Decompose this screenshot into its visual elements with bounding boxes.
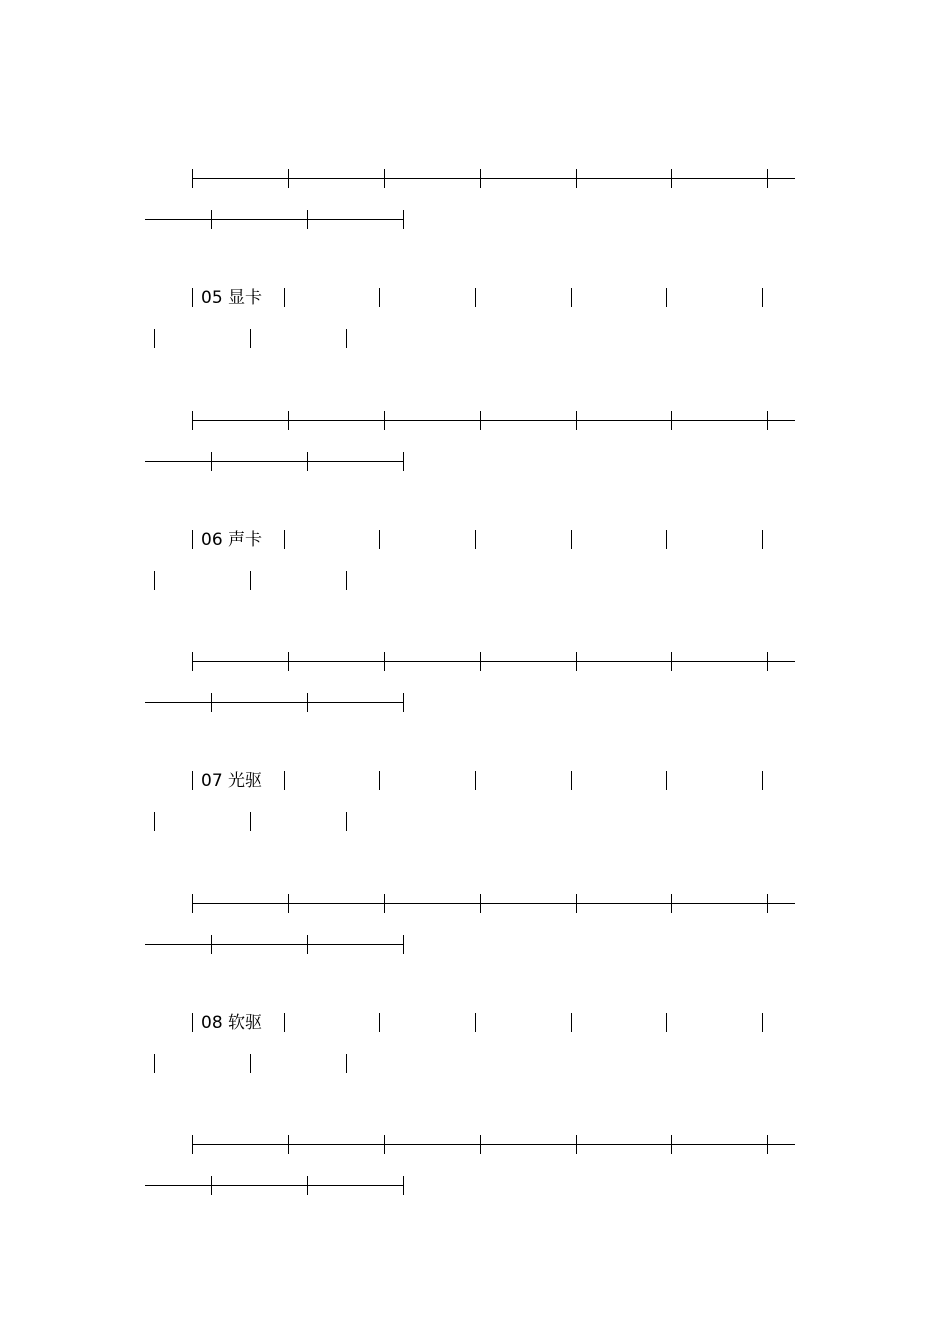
border-tick xyxy=(384,169,385,188)
horizontal-rule xyxy=(192,1144,795,1145)
cell-separator xyxy=(154,571,155,590)
border-tick xyxy=(576,1135,577,1154)
border-tick xyxy=(211,935,212,954)
cell-separator xyxy=(666,771,667,790)
cell-separator xyxy=(379,288,380,307)
cell-separator xyxy=(762,1013,763,1032)
border-tick xyxy=(288,652,289,671)
border-tick xyxy=(403,1176,404,1195)
horizontal-rule xyxy=(192,661,795,662)
border-tick xyxy=(192,1135,193,1154)
cell-separator xyxy=(379,771,380,790)
border-tick xyxy=(288,894,289,913)
border-tick xyxy=(403,452,404,471)
border-tick xyxy=(671,894,672,913)
row-label: 08 软驱 xyxy=(201,1013,263,1033)
horizontal-rule xyxy=(145,461,404,462)
border-tick xyxy=(480,652,481,671)
border-tick xyxy=(576,894,577,913)
cell-separator xyxy=(154,329,155,348)
cell-separator xyxy=(346,1054,347,1073)
border-tick xyxy=(211,1176,212,1195)
border-tick xyxy=(671,652,672,671)
horizontal-rule xyxy=(145,219,404,220)
cell-separator xyxy=(762,771,763,790)
horizontal-rule xyxy=(192,420,795,421)
border-tick xyxy=(211,452,212,471)
border-tick xyxy=(767,652,768,671)
border-tick xyxy=(671,169,672,188)
border-tick xyxy=(384,1135,385,1154)
cell-separator xyxy=(250,329,251,348)
cell-separator xyxy=(379,1013,380,1032)
cell-separator xyxy=(666,288,667,307)
border-tick xyxy=(288,411,289,430)
border-tick xyxy=(211,210,212,229)
border-tick xyxy=(403,693,404,712)
cell-separator xyxy=(154,1054,155,1073)
border-tick xyxy=(384,894,385,913)
horizontal-rule xyxy=(145,702,404,703)
border-tick xyxy=(384,411,385,430)
border-tick xyxy=(767,1135,768,1154)
cell-separator xyxy=(666,530,667,549)
cell-separator xyxy=(284,1013,285,1032)
cell-separator xyxy=(379,530,380,549)
cell-separator xyxy=(192,288,193,307)
cell-separator xyxy=(475,1013,476,1032)
border-tick xyxy=(480,411,481,430)
cell-separator xyxy=(666,1013,667,1032)
horizontal-rule xyxy=(145,1185,404,1186)
cell-separator xyxy=(284,288,285,307)
border-tick xyxy=(403,210,404,229)
cell-separator xyxy=(571,1013,572,1032)
border-tick xyxy=(576,411,577,430)
row-label: 06 声卡 xyxy=(201,530,263,550)
cell-separator xyxy=(762,530,763,549)
row-label: 05 显卡 xyxy=(201,288,263,308)
border-tick xyxy=(211,693,212,712)
cell-separator xyxy=(284,771,285,790)
border-tick xyxy=(767,411,768,430)
cell-separator xyxy=(571,288,572,307)
row-label: 07 光驱 xyxy=(201,771,263,791)
cell-separator xyxy=(192,1013,193,1032)
border-tick xyxy=(480,169,481,188)
border-tick xyxy=(192,411,193,430)
border-tick xyxy=(671,411,672,430)
cell-separator xyxy=(284,530,285,549)
border-tick xyxy=(403,935,404,954)
border-tick xyxy=(767,894,768,913)
cell-separator xyxy=(346,812,347,831)
border-tick xyxy=(307,693,308,712)
border-tick xyxy=(192,169,193,188)
cell-separator xyxy=(192,530,193,549)
cell-separator xyxy=(346,571,347,590)
border-tick xyxy=(576,169,577,188)
border-tick xyxy=(307,210,308,229)
cell-separator xyxy=(192,771,193,790)
cell-separator xyxy=(346,329,347,348)
border-tick xyxy=(192,652,193,671)
horizontal-rule xyxy=(145,944,404,945)
border-tick xyxy=(288,1135,289,1154)
border-tick xyxy=(288,169,289,188)
cell-separator xyxy=(571,771,572,790)
border-tick xyxy=(671,1135,672,1154)
cell-separator xyxy=(154,812,155,831)
border-tick xyxy=(307,452,308,471)
cell-separator xyxy=(250,812,251,831)
cell-separator xyxy=(762,288,763,307)
border-tick xyxy=(480,894,481,913)
horizontal-rule xyxy=(192,903,795,904)
cell-separator xyxy=(475,530,476,549)
horizontal-rule xyxy=(192,178,795,179)
cell-separator xyxy=(475,288,476,307)
border-tick xyxy=(307,1176,308,1195)
cell-separator xyxy=(571,530,572,549)
cell-separator xyxy=(475,771,476,790)
border-tick xyxy=(576,652,577,671)
border-tick xyxy=(767,169,768,188)
cell-separator xyxy=(250,1054,251,1073)
border-tick xyxy=(480,1135,481,1154)
border-tick xyxy=(307,935,308,954)
border-tick xyxy=(384,652,385,671)
cell-separator xyxy=(250,571,251,590)
border-tick xyxy=(192,894,193,913)
